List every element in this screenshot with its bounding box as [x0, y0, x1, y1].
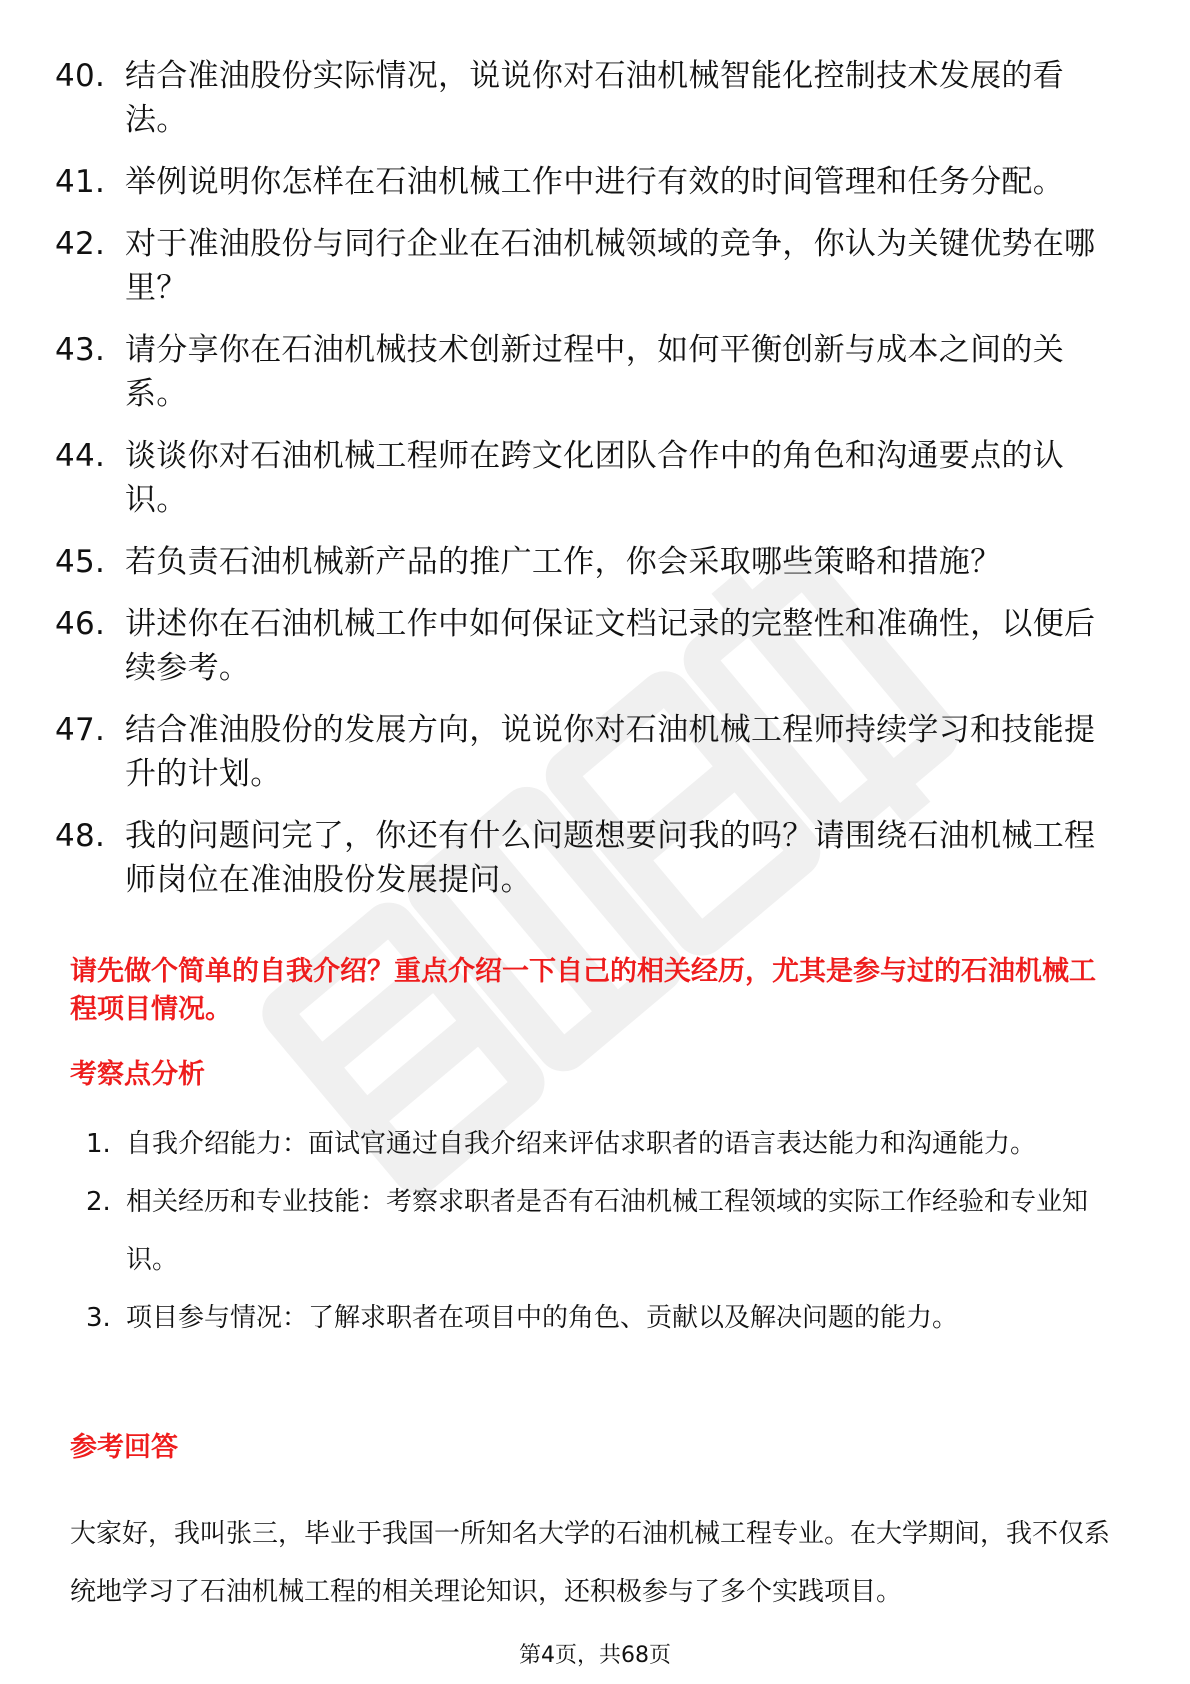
question-number: 47. — [55, 712, 106, 748]
question-item — [55, 708, 1115, 796]
question-item — [55, 54, 1115, 142]
question-number: 44. — [55, 438, 106, 474]
answer-paragraph: 大家好，我叫张三，毕业于我国一所知名大学的石油机械工程专业。在大学期间，我不仅系统地学习了石油机械工程的相关理论知识，还积极参与了多个实践项目。 — [70, 1519, 1111, 1607]
analysis-list — [86, 1115, 1116, 1347]
question-number: 45. — [55, 544, 106, 580]
question-item — [55, 222, 1115, 310]
page-footer: 第4页，共68页 — [519, 1643, 671, 1668]
question-item — [55, 540, 1115, 584]
question-number: 42. — [55, 226, 106, 262]
answer-title: 参考回答 — [70, 1432, 178, 1463]
question-number: 46. — [55, 606, 106, 642]
question-text: 结合准油股份的发展方向，说说你对石油机械工程师持续学习和技能提升的计划。 — [125, 712, 1096, 792]
question-list — [55, 54, 1115, 920]
question-text: 我的问题问完了，你还有什么问题想要问我的吗？请围绕石油机械工程师岗位在准油股份发展提问。 — [125, 818, 1096, 898]
analysis-item — [86, 1173, 1116, 1289]
analysis-text: 相关经历和专业技能：考察求职者是否有石油机械工程领域的实际工作经验和专业知识。 — [126, 1187, 1089, 1275]
question-text: 结合准油股份实际情况，说说你对石油机械智能化控制技术发展的看法。 — [125, 58, 1064, 138]
question-item — [55, 814, 1115, 902]
analysis-item — [86, 1289, 1116, 1347]
question-text: 举例说明你怎样在石油机械工作中进行有效的时间管理和任务分配。 — [125, 164, 1064, 200]
question-number: 48. — [55, 818, 106, 854]
analysis-number: 1. — [86, 1129, 111, 1159]
analysis-number: 3. — [86, 1303, 111, 1333]
question-number: 43. — [55, 332, 106, 368]
analysis-text: 项目参与情况：了解求职者在项目中的角色、贡献以及解决问题的能力。 — [126, 1303, 959, 1333]
analysis-item — [86, 1115, 1116, 1173]
question-item — [55, 434, 1115, 522]
question-number: 41. — [55, 164, 106, 200]
question-text: 请分享你在石油机械技术创新过程中，如何平衡创新与成本之间的关系。 — [125, 332, 1064, 412]
question-item — [55, 602, 1115, 690]
analysis-number: 2. — [86, 1187, 111, 1217]
question-item — [55, 160, 1115, 204]
analysis-title: 考察点分析 — [70, 1059, 205, 1090]
highlight-question: 请先做个简单的自我介绍？重点介绍一下自己的相关经历，尤其是参与过的石油机械工程项目情况。 — [70, 956, 1096, 1025]
question-number: 40. — [55, 58, 106, 94]
question-text: 对于准油股份与同行企业在石油机械领域的竞争，你认为关键优势在哪里？ — [125, 226, 1096, 306]
question-text: 讲述你在石油机械工作中如何保证文档记录的完整性和准确性，以便后续参考。 — [125, 606, 1096, 686]
question-item — [55, 328, 1115, 416]
question-text: 若负责石油机械新产品的推广工作，你会采取哪些策略和措施？ — [125, 544, 1002, 580]
question-text: 谈谈你对石油机械工程师在跨文化团队合作中的角色和沟通要点的认识。 — [125, 438, 1064, 518]
analysis-text: 自我介绍能力：面试官通过自我介绍来评估求职者的语言表达能力和沟通能力。 — [126, 1129, 1037, 1159]
